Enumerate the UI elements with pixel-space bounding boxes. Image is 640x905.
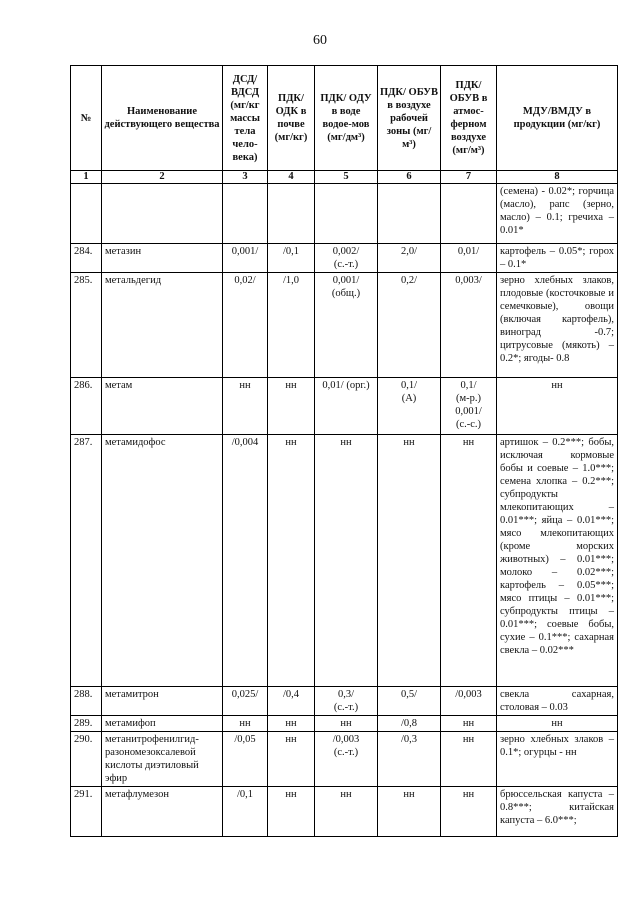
atm-air-value: 0,003/ [441, 273, 497, 378]
work-air-value: нн [378, 787, 441, 837]
dsd-value: 0,001/ [223, 244, 268, 273]
work-air-value: /0,8 [378, 716, 441, 732]
dsd-value: 0,025/ [223, 687, 268, 716]
row-number: 289. [71, 716, 102, 732]
water-value: 0,01/ (орг.) [315, 378, 378, 435]
header-work-air: ПДК/ ОБУВ в воздухе рабочей зоны (мг/м³) [378, 66, 441, 171]
table-row [71, 378, 618, 435]
mdu-value: зерно хлебных злаков, плодовые (косточковые и семечковые), овощи (включая картофель), виноград -0.7; цитрусовые (мякоть) – 0.2*; ягоды- 0.8 [497, 273, 618, 378]
substance-name: метафлумезон [102, 787, 223, 837]
atm-air-value: нн [441, 435, 497, 687]
column-number: 2 [102, 171, 223, 184]
work-air-value: нн [378, 435, 441, 687]
mdu-value: нн [497, 716, 618, 732]
soil-value: нн [268, 732, 315, 787]
water-value: нн [315, 787, 378, 837]
column-number: 1 [71, 171, 102, 184]
mdu-value: нн [497, 378, 618, 435]
mdu-value: брюссельская капуста – 0.8***; китайская капуста – 6.0***; [497, 787, 618, 837]
column-number: 4 [268, 171, 315, 184]
substance-name: метальдегид [102, 273, 223, 378]
substance-name: метам [102, 378, 223, 435]
work-air-value: 0,1/ (А) [378, 378, 441, 435]
substance-name: метазин [102, 244, 223, 273]
table-row [71, 732, 618, 787]
header-number: № [71, 66, 102, 171]
header-substance: Наименование действующего вещества [102, 66, 223, 171]
mdu-value: артишок – 0.2***; бобы, исключая кормовые бобы и соевые – 1.0***; семена хлопка – 0.2***; субпродукты млекопитающих – 0.01***; яйца – 0.01***; мясо млекопитающих (кроме морских животных) – 0.01***; молоко – 0.02***; картофель – 0.05***; мясо птицы – 0.01***; субпродукты птицы – 0.01***; соевые бобы, сухие – 0.1***; сахарная свекла – 0.02*** [497, 435, 618, 687]
soil-value: /0,1 [268, 244, 315, 273]
dsd-value: /0,004 [223, 435, 268, 687]
soil-value: нн [268, 378, 315, 435]
table-row [71, 687, 618, 716]
atm-air-value: /0,003 [441, 687, 497, 716]
row-number: 284. [71, 244, 102, 273]
row-number: 291. [71, 787, 102, 837]
table-row [71, 273, 618, 378]
water-value: /0,003 (с.-т.) [315, 732, 378, 787]
header-soil: ПДК/ ОДК в почве (мг/кг) [268, 66, 315, 171]
column-number-row [71, 171, 618, 184]
mdu-value: свекла сахарная, столовая – 0.03 [497, 687, 618, 716]
row-number: 287. [71, 435, 102, 687]
dsd-value: нн [223, 378, 268, 435]
work-air-value [378, 184, 441, 244]
row-number: 286. [71, 378, 102, 435]
soil-value [268, 184, 315, 244]
substance-name [102, 184, 223, 244]
work-air-value: /0,3 [378, 732, 441, 787]
soil-value: нн [268, 787, 315, 837]
soil-value: нн [268, 716, 315, 732]
dsd-value: /0,05 [223, 732, 268, 787]
regulation-table [70, 65, 618, 837]
water-value: 0,3/ (с.-т.) [315, 687, 378, 716]
mdu-value: картофель – 0.05*; горох – 0.1* [497, 244, 618, 273]
substance-name: метамитрон [102, 687, 223, 716]
substance-name: метамидофос [102, 435, 223, 687]
column-number: 6 [378, 171, 441, 184]
water-value: нн [315, 435, 378, 687]
column-number: 8 [497, 171, 618, 184]
column-number: 3 [223, 171, 268, 184]
dsd-value [223, 184, 268, 244]
table-row [71, 787, 618, 837]
soil-value: /0,4 [268, 687, 315, 716]
atm-air-value [441, 184, 497, 244]
column-number: 7 [441, 171, 497, 184]
header-row [71, 66, 618, 171]
water-value: 0,001/ (общ.) [315, 273, 378, 378]
row-number [71, 184, 102, 244]
atm-air-value: 0,01/ [441, 244, 497, 273]
work-air-value: 0,2/ [378, 273, 441, 378]
work-air-value: 0,5/ [378, 687, 441, 716]
atm-air-value: 0,1/ (м-р.) 0,001/ (с.-с.) [441, 378, 497, 435]
water-value [315, 184, 378, 244]
dsd-value: 0,02/ [223, 273, 268, 378]
atm-air-value: нн [441, 716, 497, 732]
mdu-value: (семена) - 0.02*; горчица (масло), рапс (зерно, масло) – 0.1; гречиха – 0.01* [497, 184, 618, 244]
header-water: ПДК/ ОДУ в воде водое-мов (мг/дм³) [315, 66, 378, 171]
atm-air-value: нн [441, 732, 497, 787]
dsd-value: нн [223, 716, 268, 732]
header-dsd: ДСД/ ВДСД (мг/кг массы тела чело-века) [223, 66, 268, 171]
table-row [71, 716, 618, 732]
table-row [71, 244, 618, 273]
dsd-value: /0,1 [223, 787, 268, 837]
atm-air-value: нн [441, 787, 497, 837]
substance-name: метанитрофенилгид-разономезоксалевой кислоты диэтиловый эфир [102, 732, 223, 787]
table-row [71, 435, 618, 687]
header-mdu: МДУ/ВМДУ в продукции (мг/кг) [497, 66, 618, 171]
mdu-value: зерно хлебных злаков – 0.1*; огурцы - нн [497, 732, 618, 787]
water-value: 0,002/ (с.-т.) [315, 244, 378, 273]
substance-name: метамифоп [102, 716, 223, 732]
water-value: нн [315, 716, 378, 732]
soil-value: /1,0 [268, 273, 315, 378]
header-atm-air: ПДК/ ОБУВ в атмос-ферном воздухе (мг/м³) [441, 66, 497, 171]
work-air-value: 2,0/ [378, 244, 441, 273]
soil-value: нн [268, 435, 315, 687]
table-row [71, 184, 618, 244]
row-number: 285. [71, 273, 102, 378]
row-number: 290. [71, 732, 102, 787]
column-number: 5 [315, 171, 378, 184]
row-number: 288. [71, 687, 102, 716]
page-number: 60 [313, 33, 327, 48]
